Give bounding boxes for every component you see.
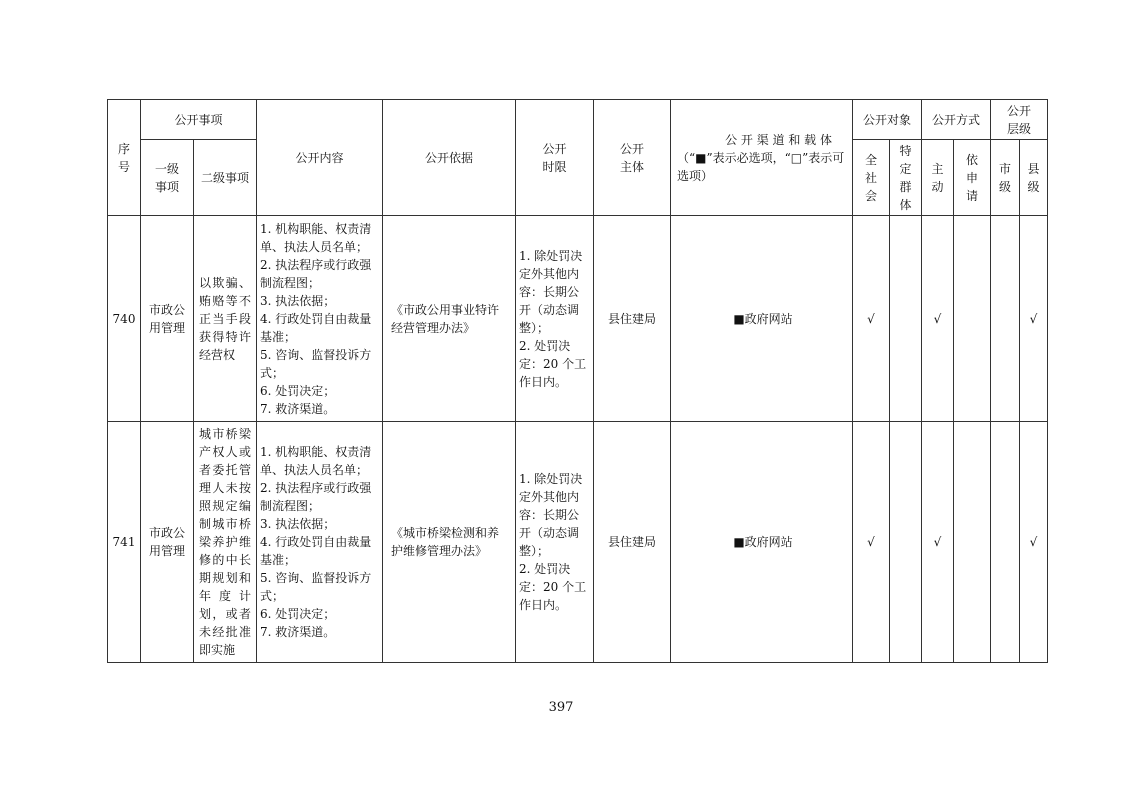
header-target-specific: 特定群体 (890, 140, 922, 216)
row-basis: 《城市桥梁检测和养护维修管理办法》 (383, 422, 516, 663)
header-seq: 序号 (108, 100, 141, 216)
row-basis: 《市政公用事业特许经营管理办法》 (383, 216, 516, 422)
row-subject: 县住建局 (594, 216, 671, 422)
row-level1: 市政公用管理 (141, 422, 194, 663)
row-tier-county: √ (1020, 422, 1048, 663)
header-tier-group: 公开层级 (991, 100, 1048, 140)
row-tier-county: √ (1020, 216, 1048, 422)
row-tier-city (991, 216, 1020, 422)
header-target-group: 公开对象 (853, 100, 922, 140)
header-items-group: 公开事项 (141, 100, 257, 140)
header-method-group: 公开方式 (922, 100, 991, 140)
row-seq: 741 (108, 422, 141, 663)
header-row-1 (108, 100, 1048, 140)
row-time-limit: 1. 除处罚决 定外其他内 容：长期公 开（动态调 整）； 2. 处罚决 定：20 个工 作日内。 (516, 422, 594, 663)
header-tier-county: 县级 (1020, 140, 1048, 216)
header-channel-title: 公 开 渠 道 和 载 体 (725, 132, 832, 147)
table-row (108, 216, 1048, 422)
row-channel: ■政府网站 (671, 216, 853, 422)
row-method-active: √ (922, 216, 954, 422)
row-content: 1. 机构职能、权责清 单、执法人员名单； 2. 执法程序或行政强 制流程图； 3. 执法依据； 4. 行政处罚自由裁量 基准； 5. 咨询、监督投诉方 式； 6. 处罚决定； 7. 救济渠道。 (257, 216, 383, 422)
disclosure-table (107, 99, 1048, 663)
row-level2: 以欺骗、贿赂等不正当手段获得特许经营权 (194, 216, 257, 422)
row-time-limit: 1. 除处罚决 定外其他内 容：长期公 开（动态调 整）； 2. 处罚决 定：20 个工 作日内。 (516, 216, 594, 422)
header-method-active: 主动 (922, 140, 954, 216)
header-time-limit: 公开时限 (516, 100, 594, 216)
row-target-specific (890, 216, 922, 422)
table-row (108, 422, 1048, 663)
row-target-specific (890, 422, 922, 663)
header-content: 公开内容 (257, 100, 383, 216)
row-content: 1. 机构职能、权责清 单、执法人员名单； 2. 执法程序或行政强 制流程图； 3. 执法依据； 4. 行政处罚自由裁量 基准； 5. 咨询、监督投诉方 式； 6. 处罚决定； 7. 救济渠道。 (257, 422, 383, 663)
row-target-all: √ (853, 422, 890, 663)
row-channel: ■政府网站 (671, 422, 853, 663)
row-level1: 市政公用管理 (141, 216, 194, 422)
header-tier-city: 市级 (991, 140, 1020, 216)
header-level1: 一级事项 (141, 140, 194, 216)
page-number: 397 (548, 700, 574, 715)
header-method-request: 依申请 (954, 140, 991, 216)
row-subject: 县住建局 (594, 422, 671, 663)
header-channel (671, 100, 853, 216)
header-channel-note: （“■”表示必选项，“□”表示可选项） (677, 150, 845, 183)
row-method-active: √ (922, 422, 954, 663)
row-method-request (954, 216, 991, 422)
row-level2: 城市桥梁产权人或者委托管理人未按照规定编制城市桥梁养护维修的中长期规划和年度计划，或者未经批准即实施 (194, 422, 257, 663)
header-basis: 公开依据 (383, 100, 516, 216)
row-tier-city (991, 422, 1020, 663)
header-subject: 公开主体 (594, 100, 671, 216)
row-seq: 740 (108, 216, 141, 422)
header-level2: 二级事项 (194, 140, 257, 216)
header-target-all: 全社会 (853, 140, 890, 216)
row-method-request (954, 422, 991, 663)
row-target-all: √ (853, 216, 890, 422)
